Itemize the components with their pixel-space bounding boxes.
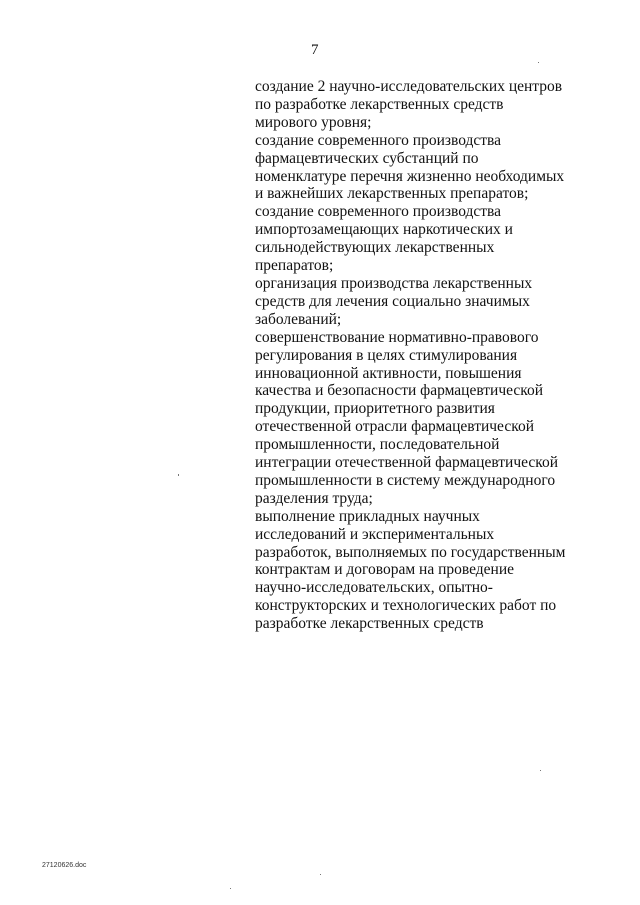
text-line: промышленности в систему международного	[255, 471, 556, 489]
text-line: сильнодействующих лекарственных	[255, 239, 495, 257]
footer-filename: 27120626.doc	[42, 862, 87, 869]
text-line: качества и безопасности фармацевтической	[255, 382, 544, 400]
text-line: отечественной отрасли фармацевтической	[255, 418, 534, 436]
text-line: научно-исследовательских, опытно-	[255, 579, 493, 597]
text-line: исследований и экспериментальных	[255, 525, 495, 543]
text-line: организация производства лекарственных	[255, 274, 533, 292]
text-line: промышленности, последовательной	[255, 436, 500, 454]
text-line: номенклатуре перечня жизненно необходимых	[255, 167, 565, 185]
scan-speck	[230, 888, 231, 889]
text-line: интеграции отечественной фармацевтической	[255, 454, 559, 472]
text-line: препаратов;	[255, 257, 334, 275]
body-text	[255, 78, 635, 633]
text-line: мирового уровня;	[255, 113, 372, 131]
text-line: создание современного производства	[255, 131, 502, 149]
text-line: создание современного производства	[255, 203, 502, 221]
text-line: совершенствование нормативно-правового	[255, 328, 539, 346]
text-line: разделения труда;	[255, 489, 373, 507]
text-line: конструкторских и технологических работ по	[255, 597, 557, 615]
text-line: разработок, выполняемых по государственным	[255, 543, 566, 561]
text-line: фармацевтических субстанций по	[255, 149, 479, 167]
text-line: продукции, приоритетного развития	[255, 400, 495, 418]
text-line: выполнение прикладных научных	[255, 507, 480, 525]
scan-speck	[320, 874, 321, 875]
scan-speck	[538, 62, 539, 63]
text-line: регулирования в целях стимулирования	[255, 346, 518, 364]
page-number: 7	[311, 42, 319, 58]
text-line: импортозамещающих наркотических и	[255, 221, 513, 239]
text-line: разработке лекарственных средств	[255, 615, 484, 633]
text-line: средств для лечения социально значимых	[255, 292, 530, 310]
scan-speck	[540, 770, 541, 771]
text-line: заболеваний;	[255, 310, 342, 328]
text-line: контрактам и договорам на проведение	[255, 561, 515, 579]
scan-speck	[178, 474, 179, 476]
text-line: и важнейших лекарственных препаратов;	[255, 185, 529, 203]
text-line: инновационной активности, повышения	[255, 364, 522, 382]
text-line: по разработке лекарственных средств	[255, 95, 504, 113]
text-line: создание 2 научно-исследовательских центров	[255, 78, 563, 95]
